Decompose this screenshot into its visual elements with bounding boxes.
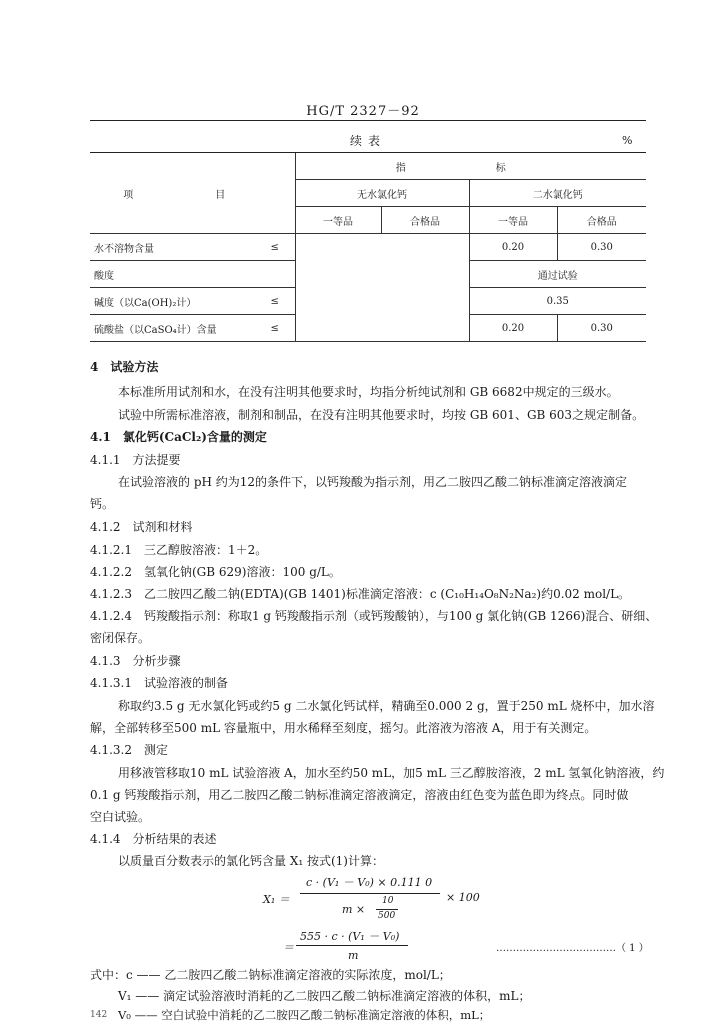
row-name: 碱度（以Ca(OH)₂计） [90, 288, 255, 315]
formula-tag: ………………………………（ 1 ） [496, 943, 649, 954]
header-anhydrous: 无水氯化钙 [295, 180, 469, 207]
row-compare [255, 261, 295, 288]
reagent-item: 密闭保存。 [90, 631, 151, 645]
reagent-item: 4.1.2.3 乙二胺四乙酸二钠(EDTA)(GB 1401)标准滴定溶液：c (C₁₀H₁₄O₈N₂Na₂)约0.02 mol/L。 [90, 587, 631, 601]
section-heading: 4.1.3.2 测定 [90, 743, 168, 757]
formula-denominator-2: m [348, 949, 359, 962]
variable-definition: V₀ —— 空白试验中消耗的乙二胺四乙酸二钠标准滴定溶液的体积，mL； [118, 1008, 491, 1022]
section-4-heading: 4 试验方法 [90, 360, 159, 374]
section-4-1-heading: 4.1 氯化钙(CaCl₂)含量的测定 [90, 430, 267, 444]
row-compare: ≤ [255, 234, 295, 261]
paragraph: 钙。 [90, 497, 115, 511]
paragraph: 称取约3.5 g 无水氯化钙或约5 g 二水氯化钙试样，精确至0.000 2 g，置于250 mL 烧杯中，加水溶 [118, 699, 655, 713]
formula-equals: ＝ [283, 941, 294, 954]
row-merged-value: 0.35 [469, 288, 646, 315]
header-index: 指 标 [295, 153, 646, 180]
formula-denominator-m: m × [342, 903, 366, 916]
paragraph: 本标准所用试剂和水，在没有注明其他要求时，均指分析纯试剂和 GB 6682中规定的三级水。 [118, 385, 619, 399]
row-compare: ≤ [255, 315, 295, 342]
row-value: 0.30 [557, 315, 646, 342]
formula-small-fraction-bar [376, 909, 398, 910]
header-dihydrate: 二水氯化钙 [469, 180, 646, 207]
row-compare: ≤ [255, 288, 295, 315]
formula-times-100: × 100 [446, 891, 480, 904]
header-grade-pass-dihydrate: 合格品 [557, 207, 646, 234]
variable-definition: 式中：c —— 乙二胺四乙酸二钠标准滴定溶液的实际浓度，mol/L； [90, 968, 451, 982]
paragraph: 解，全部转移至500 mL 容量瓶中，用水稀释至刻度，摇匀。此溶液为溶液 A，用于有关测定。 [90, 721, 597, 735]
table-row [90, 234, 646, 261]
row-name: 水不溶物含量 [90, 234, 255, 261]
formula-fraction-bar [300, 893, 440, 894]
paragraph: 空白试验。 [90, 810, 151, 824]
paragraph: 用移液管移取10 mL 试验溶液 A，加水至约50 mL，加5 mL 三乙醇胺溶液，2 mL 氢氧化钠溶液，约 [118, 766, 665, 780]
variable-definition: V₁ —— 滴定试验溶液时消耗的乙二胺四乙酸二钠标准滴定溶液的体积，mL； [118, 989, 531, 1003]
section-heading: 4.1.1 方法提要 [90, 453, 181, 467]
paragraph: 在试验溶液的 pH 约为12的条件下，以钙羧酸为指示剂，用乙二胺四乙酸二钠标准滴定溶液滴定 [118, 475, 628, 489]
header-grade-first-anhydrous: 一等品 [295, 207, 381, 234]
spec-table [90, 153, 646, 342]
row-name: 酸度 [90, 261, 255, 288]
header-item: 项 目 [90, 153, 295, 234]
paragraph: 试验中所需标准溶液，制剂和制品，在没有注明其他要求时，均按 GB 601、GB 603之规定制备。 [118, 408, 645, 422]
reagent-item: 4.1.2.2 氢氧化钠(GB 629)溶液：100 g/L。 [90, 565, 341, 579]
page-number: 142 [90, 1010, 108, 1020]
formula-numerator-2: 555 · c · (V₁ － V₀) [300, 930, 400, 943]
row-value: 0.30 [557, 234, 646, 261]
row-merged-value: 通过试验 [469, 261, 646, 288]
header-grade-first-dihydrate: 一等品 [469, 207, 557, 234]
section-heading: 4.1.3.1 试验溶液的制备 [90, 676, 228, 690]
paragraph: 0.1 g 钙羧酸指示剂，用乙二胺四乙酸二钠标准滴定溶液滴定，溶液由红色变为蓝色即为终点。同时做 [90, 788, 629, 802]
section-heading: 4.1.3 分析步骤 [90, 654, 181, 668]
formula-denominator-500: 500 [378, 911, 396, 921]
table-unit: % [622, 134, 633, 147]
reagent-item: 4.1.2.4 钙羧酸指示剂：称取1 g 钙羧酸指示剂（或钙羧酸钠），与100 g 氯化钠(GB 1266)混合、研细、 [90, 609, 658, 623]
formula-denominator-10: 10 [382, 896, 394, 906]
empty-anhydrous-block [295, 234, 469, 342]
formula-lhs: X₁ ＝ [263, 893, 290, 906]
section-heading: 4.1.4 分析结果的表述 [90, 832, 217, 846]
row-value: 0.20 [469, 234, 557, 261]
section-heading: 4.1.2 试剂和材料 [90, 520, 193, 534]
header-rule [90, 120, 646, 121]
formula-fraction-bar-2 [296, 945, 408, 946]
row-value: 0.20 [469, 315, 557, 342]
table-caption: 续表 [350, 134, 387, 148]
standard-number: HG/T 2327－92 [306, 104, 420, 119]
header-grade-pass-anhydrous: 合格品 [381, 207, 469, 234]
reagent-item: 4.1.2.1 三乙醇胺溶液：1＋2。 [90, 543, 268, 557]
formula-numerator: c · (V₁ － V₀) × 0.111 0 [306, 876, 433, 889]
row-name: 硫酸盐（以CaSO₄计）含量 [90, 315, 255, 342]
paragraph: 以质量百分数表示的氯化钙含量 X₁ 按式(1)计算： [118, 854, 384, 868]
